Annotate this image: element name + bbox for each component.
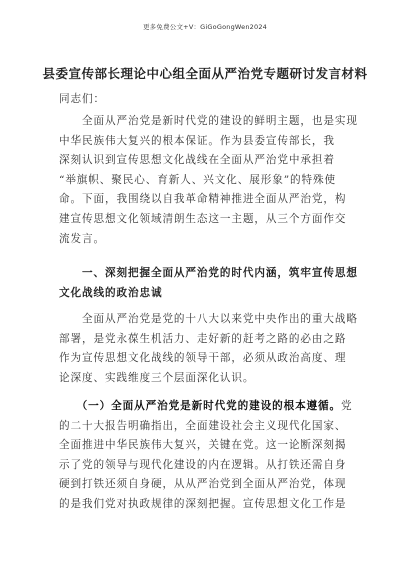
- text-line: 的是我们党对执政规律的深刻把握。宣传思想文化工作是: [59, 497, 347, 510]
- text-line: 中华民族伟大复兴的根本保证。作为县委宣传部长，我: [59, 134, 335, 147]
- text-line: 深刻认识到宣传思想文化战线在全面从严治党中承担着: [59, 154, 335, 167]
- text-line: [59, 397, 353, 417]
- text-line: 流发言。: [59, 232, 105, 245]
- heading-line: 文化战线的政治忠诚: [59, 286, 163, 299]
- text-line: 硬到打铁还须自身硬，从从严治党到全面从严治党，体现: [59, 478, 347, 491]
- text-line: 全面从严治党是新时代党的建设的鲜明主题，也是实现: [59, 115, 358, 127]
- document-title: 县委宣传部长理论中心组全面从严治党专题研讨发言材料: [42, 66, 368, 81]
- text-line: “举旗帜、聚民心、育新人、兴文化、展形象”的特殊使: [59, 173, 336, 186]
- heading-tail: 党: [341, 400, 353, 412]
- text-line: 全面从严治党是党的十八大以来党中央作出的重大战略: [59, 313, 358, 325]
- promo-header: 更多免费公文+V：GiGoGongWen2024: [142, 23, 267, 31]
- heading-line: 一、深刻把握全面从严治党的时代内涵，筑牢宣传思想: [59, 267, 358, 279]
- paragraph-section-1: [59, 310, 358, 388]
- salutation: 同志们：: [59, 93, 105, 105]
- text-line: 命。下面，我围绕以自我革命精神推进全面从严治党，构: [59, 193, 347, 206]
- text-line: 作为宣传思想文化战线的领导干部，必须从政治高度、理: [59, 352, 347, 365]
- subsection-heading: （一）全面从严治党是新时代党的建设的根本遵循。: [59, 400, 342, 412]
- text-line: 论深度、实践维度三个层面深化认识。: [59, 371, 255, 384]
- text-line: 部署，是党永葆生机活力、走好新的赶考之路的必由之路: [59, 332, 347, 345]
- text-line: 的二十大报告明确指出，全面建设社会主义现代化国家、: [59, 419, 347, 432]
- text-line: 全面推进中华民族伟大复兴，关键在党。这一论断深刻揭: [59, 439, 347, 452]
- paragraph-intro: [59, 112, 358, 249]
- text-line: 建宣传思想文化领域清朗生态这一主题，从三个方面作交: [59, 212, 347, 225]
- paragraph-subsection-1: [59, 397, 353, 515]
- section-heading-1: [59, 264, 358, 303]
- text-line: 示了党的领导与现代化建设的内在逻辑。从打铁还需自身: [59, 458, 347, 471]
